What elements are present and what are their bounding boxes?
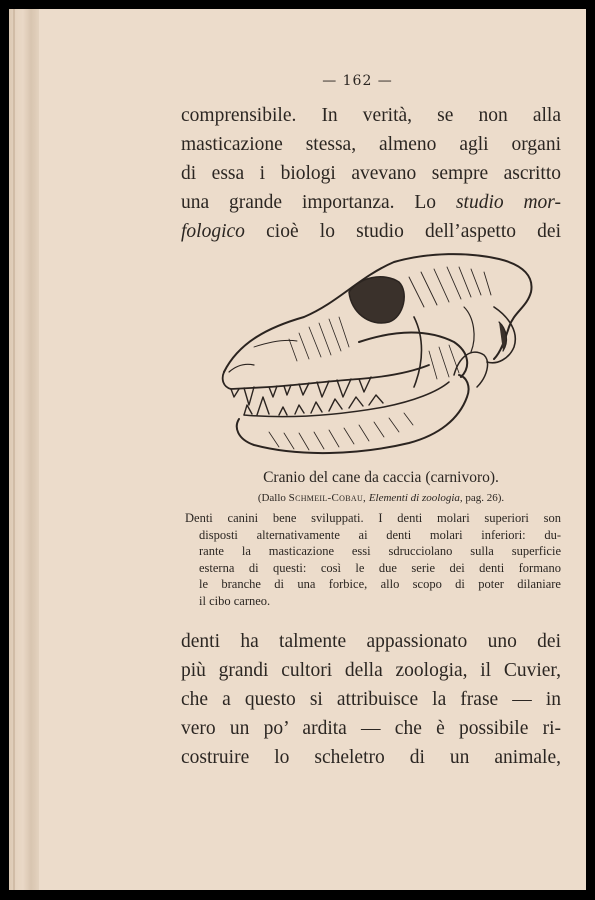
italic-term: studio mor-	[455, 192, 562, 213]
italic-term: fologico	[181, 221, 245, 242]
page-number: — 162 —	[322, 73, 393, 89]
source-suffix: pag. 26).	[465, 492, 505, 504]
caption-line: Denti canini bene sviluppati. I denti molari superiori son	[185, 511, 561, 525]
source-author: Schmeil-Cobau,	[288, 492, 367, 504]
text-line: che a questo si attribuisce la frase — in	[181, 689, 561, 710]
figure-caption-body	[185, 510, 561, 610]
caption-line: esterna di questi: così le due serie dei denti formano	[199, 560, 561, 575]
dog-skull-illustration	[209, 247, 539, 462]
text-line: più grandi cultori della zoologia, il Cuvier,	[181, 660, 561, 681]
text-line	[181, 188, 561, 217]
text-segment: una grande importanza. Lo	[181, 192, 437, 213]
book-page	[9, 9, 586, 890]
source-title: Elementi di zoologia,	[368, 492, 463, 504]
text-line: vero un po’ ardita — che è possibile ri-	[181, 718, 561, 739]
text-line	[181, 217, 561, 246]
caption-line: le branche di una forbice, allo scopo di poter dilaniare	[199, 577, 561, 592]
source-prefix: (Dallo	[257, 492, 286, 504]
text-line: costruire lo scheletro di un animale,	[181, 747, 561, 768]
figure-caption-source	[181, 492, 571, 504]
figure-caption-title: Cranio del cane da caccia (carnivoro).	[263, 469, 499, 486]
text-segment: cioè lo studio dell’aspetto dei	[266, 221, 561, 242]
caption-line: rante la masticazione essi sdrucciolano sulla superficie	[199, 544, 561, 559]
bottom-paragraph	[181, 627, 561, 772]
text-line: di essa i biologi avevano sempre ascritto	[181, 163, 561, 184]
top-paragraph	[181, 101, 561, 246]
page-spine	[9, 9, 39, 890]
text-line: masticazione stessa, almeno agli organi	[181, 134, 561, 155]
caption-line: disposti alternativamente ai denti molari inferiori: du-	[199, 527, 561, 542]
caption-line: il cibo carneo.	[199, 593, 271, 608]
text-line: denti ha talmente appassionato uno dei	[181, 631, 561, 652]
text-line: comprensibile. In verità, se non alla	[181, 105, 561, 126]
